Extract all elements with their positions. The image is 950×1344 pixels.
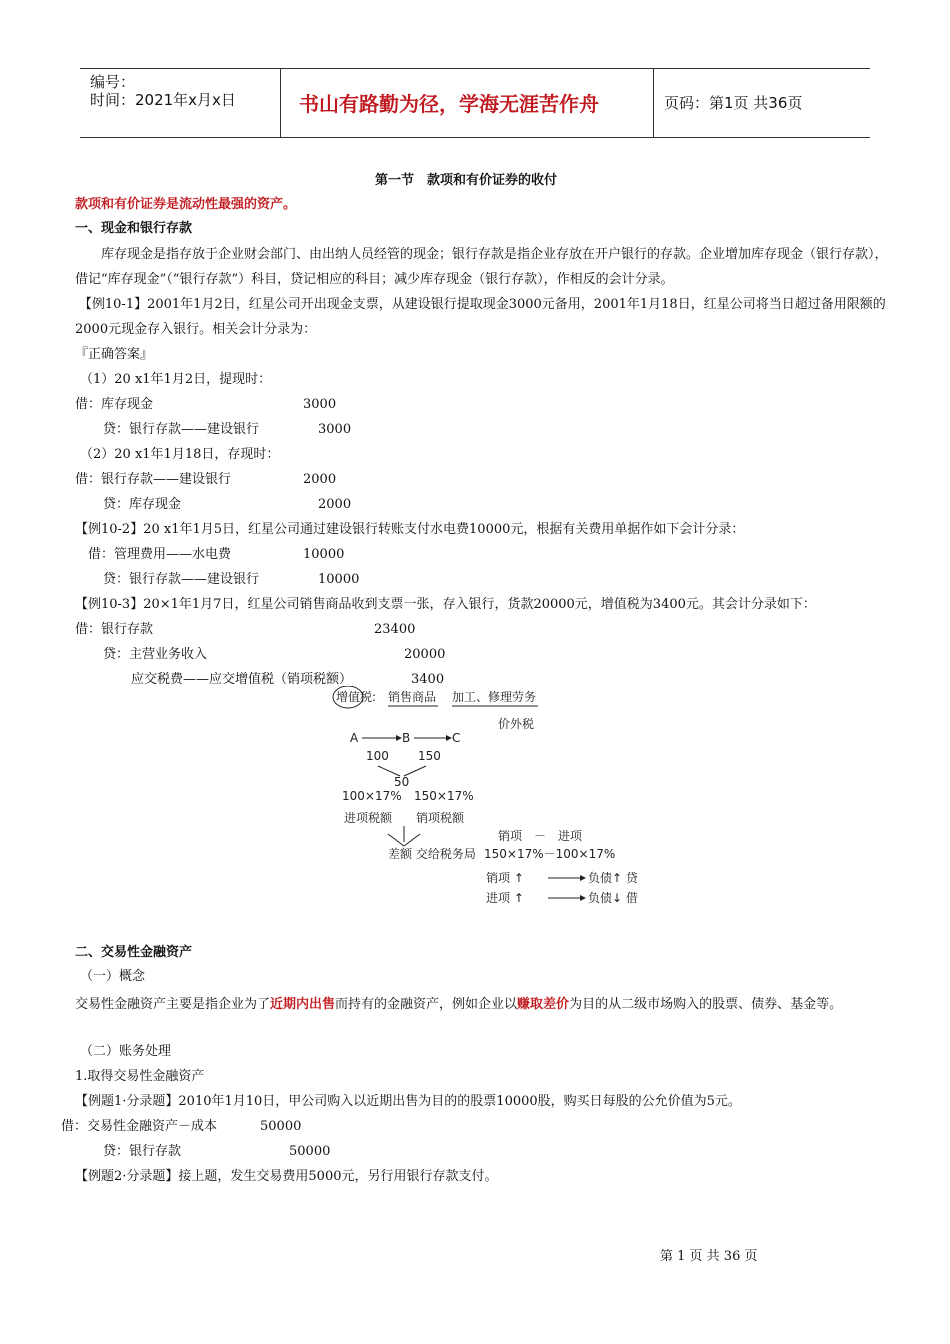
time-label: 时间：2021年x月x日 bbox=[90, 91, 236, 109]
motto: 书山有路勤为径，学海无涯苦作舟 bbox=[299, 92, 599, 116]
page-label: 页码：第1页 共36页 bbox=[664, 94, 803, 112]
q1-credit: 贷：银行存款 bbox=[103, 1144, 182, 1159]
input-calc: 100×17% bbox=[342, 789, 402, 803]
liability-up-credit: 负债↑ 贷 bbox=[588, 871, 638, 885]
outside-tax-label: 价外税 bbox=[498, 717, 535, 731]
number-label: 编号： bbox=[90, 73, 136, 91]
entry3-debit-amount: 10000 bbox=[303, 547, 345, 562]
motto-cell bbox=[281, 69, 654, 137]
entry2-debit: 借：银行存款——建设银行 bbox=[75, 472, 232, 487]
concept-label: （一）概念 bbox=[80, 969, 146, 984]
answer-label: 『正确答案』 bbox=[75, 347, 154, 362]
acquire-label: 1.取得交易性金融资产 bbox=[75, 1069, 205, 1084]
concept-paragraph bbox=[75, 992, 895, 1017]
example-1: 【例题1·分录题】2010年1月10日，甲公司购入以近期出售为目的的股票10000股，购买日每股的公允价值为5元。 bbox=[75, 1094, 741, 1109]
highlight-earn-spread: 赚取差价 bbox=[517, 997, 570, 1012]
intro-text: 款项和有价证券是流动性最强的资产。 bbox=[75, 197, 297, 212]
formula-head: 销项 － 进项 bbox=[498, 829, 583, 843]
page-cell bbox=[654, 69, 870, 137]
vat-diagram bbox=[330, 686, 660, 910]
output-tax-label: 销项税额 bbox=[416, 811, 465, 825]
example-10-1: 【例10-1】2001年1月2日，红星公司开出现金支票，从建设银行提取现金3000元备用，2001年1月18日，红星公司将当日超过备用限额的2000元现金存入银行。相关会计分录为： bbox=[75, 297, 886, 337]
step-2: （2）20 x1年1月18日，存现时： bbox=[80, 447, 280, 462]
example-2: 【例题2·分录题】接上题，发生交易费用5000元，另行用银行存款支付。 bbox=[75, 1169, 498, 1184]
q1-debit-amount: 50000 bbox=[260, 1119, 302, 1134]
step-1: （1）20 x1年1月2日，提现时： bbox=[80, 372, 272, 387]
input-up: 进项 ↑ bbox=[486, 891, 524, 905]
entry4-debit-amount: 23400 bbox=[374, 622, 416, 637]
example-10-3: 【例10-3】20×1年1月7日，红星公司销售商品收到支票一张，存入银行，货款20000元，增值税为3400元。其会计分录如下： bbox=[75, 597, 816, 612]
entry3-debit: 借：管理费用——水电费 bbox=[88, 547, 232, 562]
example-10-2: 【例10-2】20 x1年1月5日，红星公司通过建设银行转账支付水电费10000元，根据有关费用单据作如下会计分录： bbox=[75, 522, 745, 537]
liability-down-debit: 负债↓ 借 bbox=[588, 891, 638, 905]
highlight-sell-soon: 近期内出售 bbox=[270, 997, 336, 1012]
entry1-debit: 借：库存现金 bbox=[75, 397, 154, 412]
concept-text-a: 交易性金融资产主要是指企业为了 bbox=[75, 997, 271, 1012]
value-50: 50 bbox=[394, 775, 410, 789]
heading-cash: 一、现金和银行存款 bbox=[75, 221, 193, 236]
input-tax-label: 进项税额 bbox=[344, 811, 393, 825]
entry3-credit: 贷：银行存款——建设银行 bbox=[103, 572, 260, 587]
node-c: C bbox=[452, 731, 461, 745]
entry4-credit2: 应交税费——应交增值税（销项税额） bbox=[131, 672, 353, 687]
entry2-credit: 贷：库存现金 bbox=[103, 497, 182, 512]
accounting-label: （二）账务处理 bbox=[80, 1044, 172, 1059]
q1-credit-amount: 50000 bbox=[289, 1144, 331, 1159]
entry4-debit: 借：银行存款 bbox=[75, 622, 154, 637]
header-meta-cell bbox=[80, 69, 281, 137]
entry4-credit2-amount: 3400 bbox=[411, 672, 445, 687]
entry3-credit-amount: 10000 bbox=[318, 572, 360, 587]
entry4-credit-amount: 20000 bbox=[404, 647, 446, 662]
section-title: 第一节 款项和有价证券的收付 bbox=[375, 173, 558, 188]
header-table bbox=[80, 68, 870, 138]
q1-debit: 借：交易性金融资产－成本 bbox=[61, 1119, 218, 1134]
entry1-credit: 贷：银行存款——建设银行 bbox=[103, 422, 260, 437]
node-b: B bbox=[402, 731, 411, 745]
goods-label: 销售商品 bbox=[388, 690, 437, 704]
node-a: A bbox=[350, 731, 359, 745]
output-up: 销项 ↑ bbox=[486, 871, 524, 885]
entry2-debit-amount: 2000 bbox=[303, 472, 337, 487]
concept-text-b: 而持有的金融资产，例如企业以 bbox=[335, 997, 518, 1012]
value-100: 100 bbox=[366, 749, 389, 763]
service-label: 加工、修理劳务 bbox=[452, 690, 537, 704]
heading-trading-assets: 二、交易性金融资产 bbox=[75, 945, 193, 960]
vat-label: 增值税: bbox=[336, 690, 377, 704]
difference-label: 差额 交给税务局 bbox=[388, 847, 476, 861]
concept-text-c: 为目的从二级市场购入的股票、债券、基金等。 bbox=[569, 997, 843, 1012]
output-calc: 150×17% bbox=[414, 789, 474, 803]
page-footer: 第 1 页 共 36 页 bbox=[660, 1249, 758, 1264]
entry4-credit: 贷：主营业务收入 bbox=[103, 647, 208, 662]
entry2-credit-amount: 2000 bbox=[318, 497, 352, 512]
entry1-debit-amount: 3000 bbox=[303, 397, 337, 412]
cash-paragraph: 库存现金是指存放于企业财会部门、由出纳人员经管的现金；银行存款是指企业存放在开户银行的存款。企业增加库存现金（银行存款），借记“库存现金”（“银行存款”）科目，贷记相应的科目；减少库存现金（银行存款），作相反的会计分录。 bbox=[75, 247, 888, 287]
value-150: 150 bbox=[418, 749, 441, 763]
formula: 150×17%－100×17% bbox=[484, 847, 616, 861]
entry1-credit-amount: 3000 bbox=[318, 422, 352, 437]
